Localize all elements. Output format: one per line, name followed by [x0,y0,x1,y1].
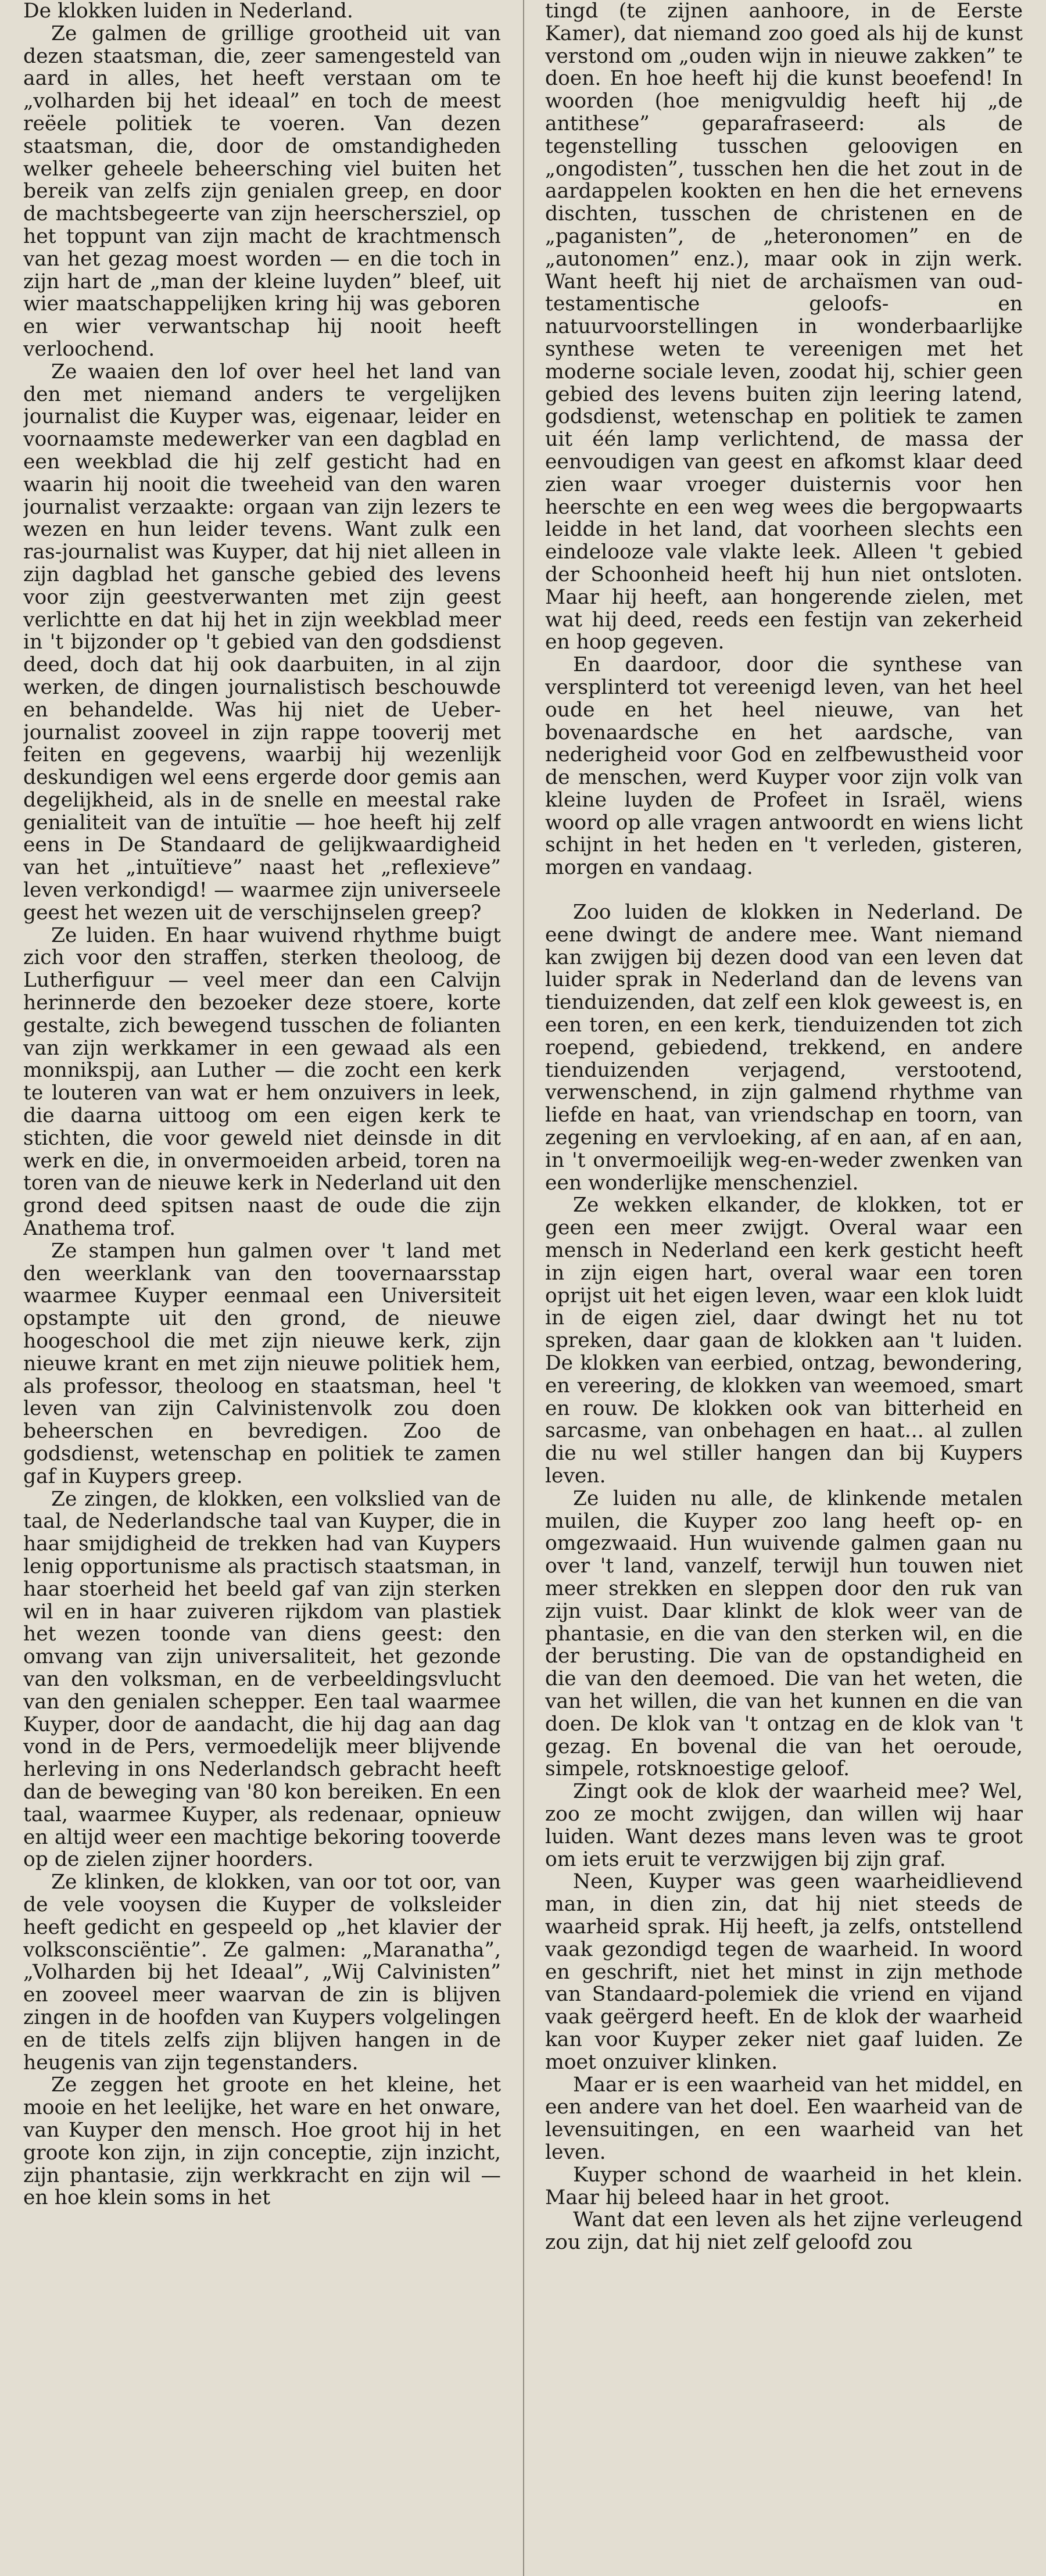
left-column [23,0,501,2576]
paragraph: Neen, Kuyper was geen waarheidlievend man, in dien zin, dat hij niet steeds de waarheid sprak. Hij heeft, ja zelfs, ontstellend vaak gezondigd tegen de waarheid. In woord en geschrift, niet het minst in zijn methode van Standaard-polemiek die vriend en vijand vaak geërgerd heeft. En de klok der waarheid kan voor Kuyper zeker niet gaaf luiden. Ze moet onzuiver klinken. [545,1870,1023,2074]
paragraph: En daardoor, door die synthese van versplinterd tot vereenigd leven, van het heel oude en het heel nieuwe, van het bovenaardsche en het aardsche, van nederigheid voor God en zelfbewustheid voor de menschen, werd Kuyper voor zijn volk van kleine luyden de Profeet in Israël, wiens woord op alle vragen antwoordt en wiens licht schijnt in het heden en 't verleden, gisteren, morgen en vandaag. [545,653,1023,880]
paragraph: tingd (te zijnen aanhoore, in de Eerste Kamer), dat niemand zoo goed als hij de kunst verstond om „ouden wijn in nieuwe zakken” te doen. En hoe heeft hij die kunst beoefend! In woorden (hoe menigvuldig heeft hij „de antithese” geparafraseerd: als de tegenstelling tusschen geloovigen en „ongodisten”, tusschen hen die het zout in de aardappelen kookten en hen die het ernevens dischten, tusschen de christenen en de „paganisten”, de „heteronomen” en de „autonomen” enz.), maar ook in zijn werk. Want heeft hij niet de archaïsmen van oud-testamentische geloofs- en natuurvoorstellingen in wonderbaarlijke synthese weten te vereenigen met het moderne sociale leven, zoodat hij, schier geen gebied des levens buiten zijn leering latend, godsdienst, wetenschap en politiek te zamen uit één lamp verlichtend, de massa der eenvoudigen van geest en afkomst klaar deed zien waar vroeger duisternis voor hen heerschte en een weg wees die bergopwaarts leidde in het land, dat voorheen slechts een eindelooze vale vlakte leek. Alleen 't gebied der Schoonheid heeft hij hun niet ontsloten. Maar hij heeft, aan hongerende zielen, met wat hij deed, reeds een festijn van zekerheid en hoop gegeven. [545,0,1023,654]
paragraph: Kuyper schond de waarheid in het klein. Maar hij beleed haar in het groot. [545,2163,1023,2209]
paragraph: Ze zeggen het groote en het kleine, het mooie en het leelijke, het ware en het onware, van Kuyper den mensch. Hoe groot hij in het groote kon zijn, in zijn conceptie, zijn inzicht, zijn phantasie, zijn werkkracht en zijn wil — en hoe klein soms in het [23,2073,501,2210]
paragraph: Ze stampen hun galmen over 't land met den weerklank van den toovernaarsstap waarmee Kuyper eenmaal een Universiteit opstampte uit den grond, de nieuwe hoogeschool die met zijn nieuwe kerk, zijn nieuwe krant en met zijn nieuwe politiek hem, als professor, theoloog en staatsman, heel 't leven van zijn Calvinistenvolk zou doen beheerschen en bevredigen. Zoo de godsdienst, wetenschap en politiek te zamen gaf in Kuypers greep. [23,1239,501,1488]
paragraph: Zingt ook de klok der waarheid mee? Wel, zoo ze mocht zwijgen, dan willen wij haar luiden. Want dezes mans leven was te groot om iets eruit te verzwijgen bij zijn graf. [545,1780,1023,1871]
right-column [545,0,1023,2576]
paragraph: Ze galmen de grillige grootheid uit van dezen staatsman, die, zeer samengesteld van aard in alles, het heeft verstaan om te „volharden bij het ideaal” en toch de meest reëele politiek te voeren. Van dezen staatsman, die, door de omstandigheden welker geheele beheersching viel buiten het bereik van zelfs zijn genialen greep, en door de machtsbegeerte van zijn heerschersziel, op het toppunt van zijn macht de krachtmensch van het gezag moest worden — en die toch in zijn hart de „man der kleine luyden” bleef, uit wier maatschappelijken kring hij was geboren en wier verwantschap hij nooit heeft verloochend. [23,22,501,361]
section-paragraph: Zoo luiden de klokken in Nederland. De eene dwingt de andere mee. Want niemand kan zwijgen bij dezen dood van een leven dat luider sprak in Nederland dan de levens van tienduizenden, dat zelf een klok geweest is, en een toren, en een kerk, tienduizenden tot zich roepend, gebiedend, trekkend, en andere tienduizenden verjagend, verstootend, verwenschend, in zijn galmend rhythme van liefde en haat, van vriendschap en toorn, van zegening en vervloeking, af en aan, af en aan, in 't onvermoeilijk weg-en-weder zwenken van een wonderlijke menschenziel. [545,901,1023,1195]
paragraph: Maar er is een waarheid van het middel, en een andere van het doel. Een waarheid van de levensuitingen, en een waarheid van het leven. [545,2073,1023,2164]
paragraph: Ze zingen, de klokken, een volkslied van de taal, de Nederlandsche taal van Kuyper, die in haar smijdigheid de trekken had van Kuypers lenig opportunisme als practisch staatsman, in haar stoerheid het beeld gaf van zijn sterken wil en in haar zuiveren rijkdom van plastiek het wezen toonde van diens geest: den omvang van zijn universaliteit, het gezonde van den volksman, en de verbeeldingsvlucht van den genialen schepper. Een taal waarmee Kuyper, door de aandacht, die hij dag aan dag vond in de Pers, vermoedelijk meer blijvende herleving in ons Nederlandsch gebracht heeft dan de beweging van '80 kon bereiken. En een taal, waarmee Kuyper, als redenaar, opnieuw en altijd weer een machtige bekoring tooverde op de zielen zijner hoorders. [23,1487,501,1872]
column-divider [523,0,524,2576]
paragraph: Want dat een leven als het zijne verleugend zou zijn, dat hij niet zelf geloofd zou [545,2208,1023,2255]
article-header: De klokken luiden in Nederland. [23,0,353,23]
paragraph: Ze wekken elkander, de klokken, tot er geen een meer zwijgt. Overal waar een mensch in Nederland een kerk gesticht heeft in zijn eigen hart, overal waar een toren oprijst uit het eigen leven, waar een klok luidt in de eigen ziel, daar dwingt het nu tot spreken, daar gaan de klokken aan 't luiden. De klokken van eerbied, ontzag, bewondering, en vereering, de klokken van weemoed, smart en rouw. De klokken ook van bitterheid en sarcasme, van onbehagen en haat... al zullen die nu wel stiller hangen dan bij Kuypers leven. [545,1194,1023,1488]
paragraph: Ze luiden nu alle, de klinkende metalen muilen, die Kuyper zoo lang heeft op- en omgezwaaid. Hun wuivende galmen gaan nu over 't land, vanzelf, terwijl hun touwen niet meer strekken en sleppen door den ruk van zijn vuist. Daar klinkt de klok weer van de phantasie, en die van den sterken wil, en die der berusting. Die van de opstandigheid en die van den deemoed. Die van het weten, die van het willen, die van het kunnen en die van doen. De klok van 't ontzag en de klok van 't gezag. En bovenal die van het oeroude, simpele, rotsknoestige geloof. [545,1486,1023,1781]
paragraph: Ze luiden. En haar wuivend rhythme buigt zich voor den straffen, sterken theoloog, de Lutherfiguur — veel meer dan een Calvijn herinnerde den bezoeker deze stoere, korte gestalte, zich bewegend tusschen de folianten van zijn werkkamer in een gewaad als een monnikspij, aan Luther — die zocht een kerk te louteren van wat er hem onzuivers in leek, die daarna uittoog om een eigen kerk te stichten, die voor geweld niet deinsde in dit werk en die, in onvermoeiden arbeid, toren na toren van de nieuwe kerk in Nederland uit den grond deed spitsen naast de oude die zijn Anathema trof. [23,923,501,1241]
paragraph: Ze klinken, de klokken, van oor tot oor, van de vele vooysen die Kuyper de volksleider heeft gedicht en gespeeld op „het klavier der volksconsciëntie”. Ze galmen: „Maranatha”, „Volharden bij het Ideaal”, „Wij Calvinisten” en zooveel meer waarvan de zin is blijven zingen in de hoofden van Kuypers volgelingen en de titels zelfs zijn blijven hangen in de heugenis van zijn tegenstanders. [23,1871,501,2075]
paragraph: Ze waaien den lof over heel het land van den met niemand anders te vergelijken journalist die Kuyper was, eigenaar, leider en voornaamste medewerker van een dagblad en een weekblad die hij zelf gesticht had en waarin hij nooit die tweeheid van den waren journalist verzaakte: orgaan van zijn lezers te wezen en hun leider tevens. Want zulk een ras-journalist was Kuyper, dat hij niet alleen in zijn dagblad het gansche gebied des levens voor zijn geestverwanten met zijn geest verlichtte en dat hij het in zijn weekblad meer in 't bijzonder op 't gebied van den godsdienst deed, doch dat hij ook daarbuiten, in al zijn werken, de dingen journalistisch beschouwde en behandelde. Was hij niet de Ueber-journalist zooveel in zijn rappe tooverij met feiten en gegevens, waarbij hij wezenlijk deskundigen wel eens ergerde door gemis aan degelijkheid, als in de snelle en meestal rake genialiteit van de intuïtie — hoe heeft hij zelf eens in De Standaard de gelijkwaardigheid van het „intuïtieve” naast het „reflexieve” leven verkondigd! — waarmee zijn universeele geest het wezen uit de verschijnselen greep? [23,360,501,925]
